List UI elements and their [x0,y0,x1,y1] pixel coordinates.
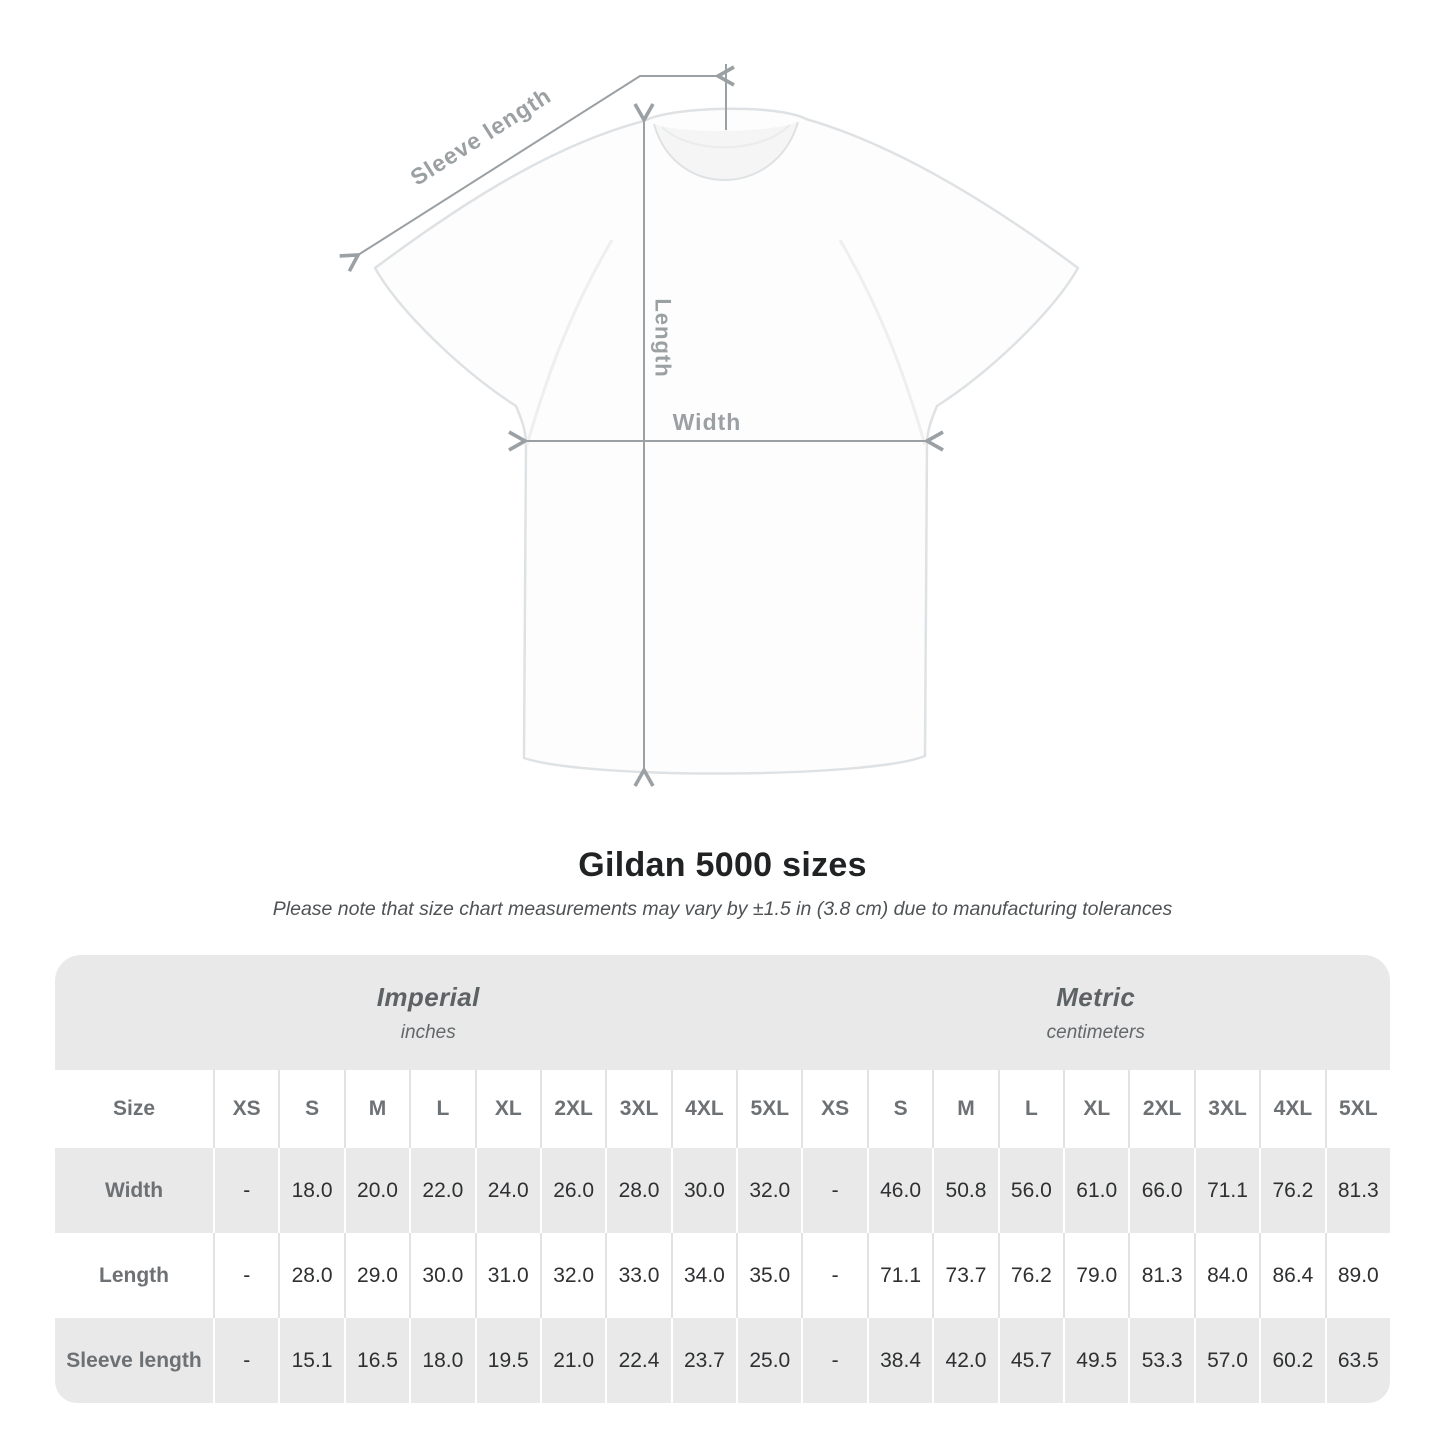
tolerance-note: Please note that size chart measurements may vary by ±1.5 in (3.8 cm) due to manufacturing tolerances [272,898,1173,920]
value-cell: - [213,1148,278,1233]
value-cell: 76.2 [998,1233,1063,1318]
value-cell: 71.1 [867,1233,932,1318]
size-header-cell: XS [801,1070,866,1148]
sleeve-length-label: Sleeve length [405,82,556,191]
size-header-cell: M [344,1070,409,1148]
value-cell: 53.3 [1128,1318,1193,1403]
value-cell: 18.0 [278,1148,343,1233]
value-cell: 81.3 [1325,1148,1390,1233]
size-header-cell: S [278,1070,343,1148]
value-cell: 22.0 [409,1148,474,1233]
value-cell: 21.0 [540,1318,605,1403]
size-header-cell: L [998,1070,1063,1148]
tshirt-diagram [330,30,1120,810]
value-cell: 46.0 [867,1148,932,1233]
value-cell: 66.0 [1128,1148,1193,1233]
row-label: Width [55,1148,213,1233]
value-cell: 56.0 [998,1148,1063,1233]
value-cell: 28.0 [278,1233,343,1318]
value-cell: 30.0 [671,1148,736,1233]
metric-label: Metric [1056,981,1136,1012]
size-header-cell: XS [213,1070,278,1148]
value-cell: 23.7 [671,1318,736,1403]
value-cell: - [801,1318,866,1403]
value-cell: 22.4 [605,1318,670,1403]
value-cell: 15.1 [278,1318,343,1403]
value-cell: 45.7 [998,1318,1063,1403]
value-cell: 29.0 [344,1233,409,1318]
size-header-cell: 3XL [605,1070,670,1148]
value-cell: 32.0 [736,1148,801,1233]
value-cell: - [801,1148,866,1233]
value-cell: 81.3 [1128,1233,1193,1318]
value-cell: 79.0 [1063,1233,1128,1318]
value-cell: 20.0 [344,1148,409,1233]
value-cell: 33.0 [605,1233,670,1318]
value-cell: 31.0 [475,1233,540,1318]
width-label: Width [672,409,742,435]
length-label: Length [650,298,676,378]
size-header-cell: 4XL [671,1070,736,1148]
value-cell: 57.0 [1194,1318,1259,1403]
metric-unit: centimeters [1046,1021,1145,1043]
imperial-unit: inches [400,1021,456,1043]
value-cell: - [801,1233,866,1318]
value-cell: 28.0 [605,1148,670,1233]
value-cell: 60.2 [1259,1318,1324,1403]
value-cell: - [213,1318,278,1403]
value-cell: 38.4 [867,1318,932,1403]
value-cell: 35.0 [736,1233,801,1318]
value-cell: 25.0 [736,1318,801,1403]
size-header-cell: 2XL [540,1070,605,1148]
imperial-label: Imperial [376,981,480,1012]
size-header-cell: XL [1063,1070,1128,1148]
imperial-unit-header [55,955,801,1070]
size-table [55,955,1390,1403]
title-block [0,846,1445,921]
size-column-header: Size [55,1070,213,1148]
value-cell: 89.0 [1325,1233,1390,1318]
size-header-cell: 2XL [1128,1070,1193,1148]
value-cell: 24.0 [475,1148,540,1233]
value-cell: - [213,1233,278,1318]
value-cell: 42.0 [932,1318,997,1403]
value-cell: 76.2 [1259,1148,1324,1233]
size-table-grid [55,955,1390,1403]
value-cell: 86.4 [1259,1233,1324,1318]
value-cell: 16.5 [344,1318,409,1403]
value-cell: 71.1 [1194,1148,1259,1233]
value-cell: 18.0 [409,1318,474,1403]
row-label: Length [55,1233,213,1318]
size-header-cell: S [867,1070,932,1148]
page-title: Gildan 5000 sizes [578,846,867,884]
row-label: Sleeve length [55,1318,213,1403]
metric-unit-header [801,955,1390,1070]
size-header-cell: L [409,1070,474,1148]
value-cell: 49.5 [1063,1318,1128,1403]
value-cell: 19.5 [475,1318,540,1403]
value-cell: 73.7 [932,1233,997,1318]
size-header-cell: XL [475,1070,540,1148]
value-cell: 61.0 [1063,1148,1128,1233]
value-cell: 26.0 [540,1148,605,1233]
value-cell: 63.5 [1325,1318,1390,1403]
size-header-cell: M [932,1070,997,1148]
size-header-cell: 5XL [736,1070,801,1148]
size-header-cell: 5XL [1325,1070,1390,1148]
value-cell: 30.0 [409,1233,474,1318]
value-cell: 84.0 [1194,1233,1259,1318]
value-cell: 32.0 [540,1233,605,1318]
size-header-cell: 4XL [1259,1070,1324,1148]
value-cell: 34.0 [671,1233,736,1318]
value-cell: 50.8 [932,1148,997,1233]
size-header-cell: 3XL [1194,1070,1259,1148]
